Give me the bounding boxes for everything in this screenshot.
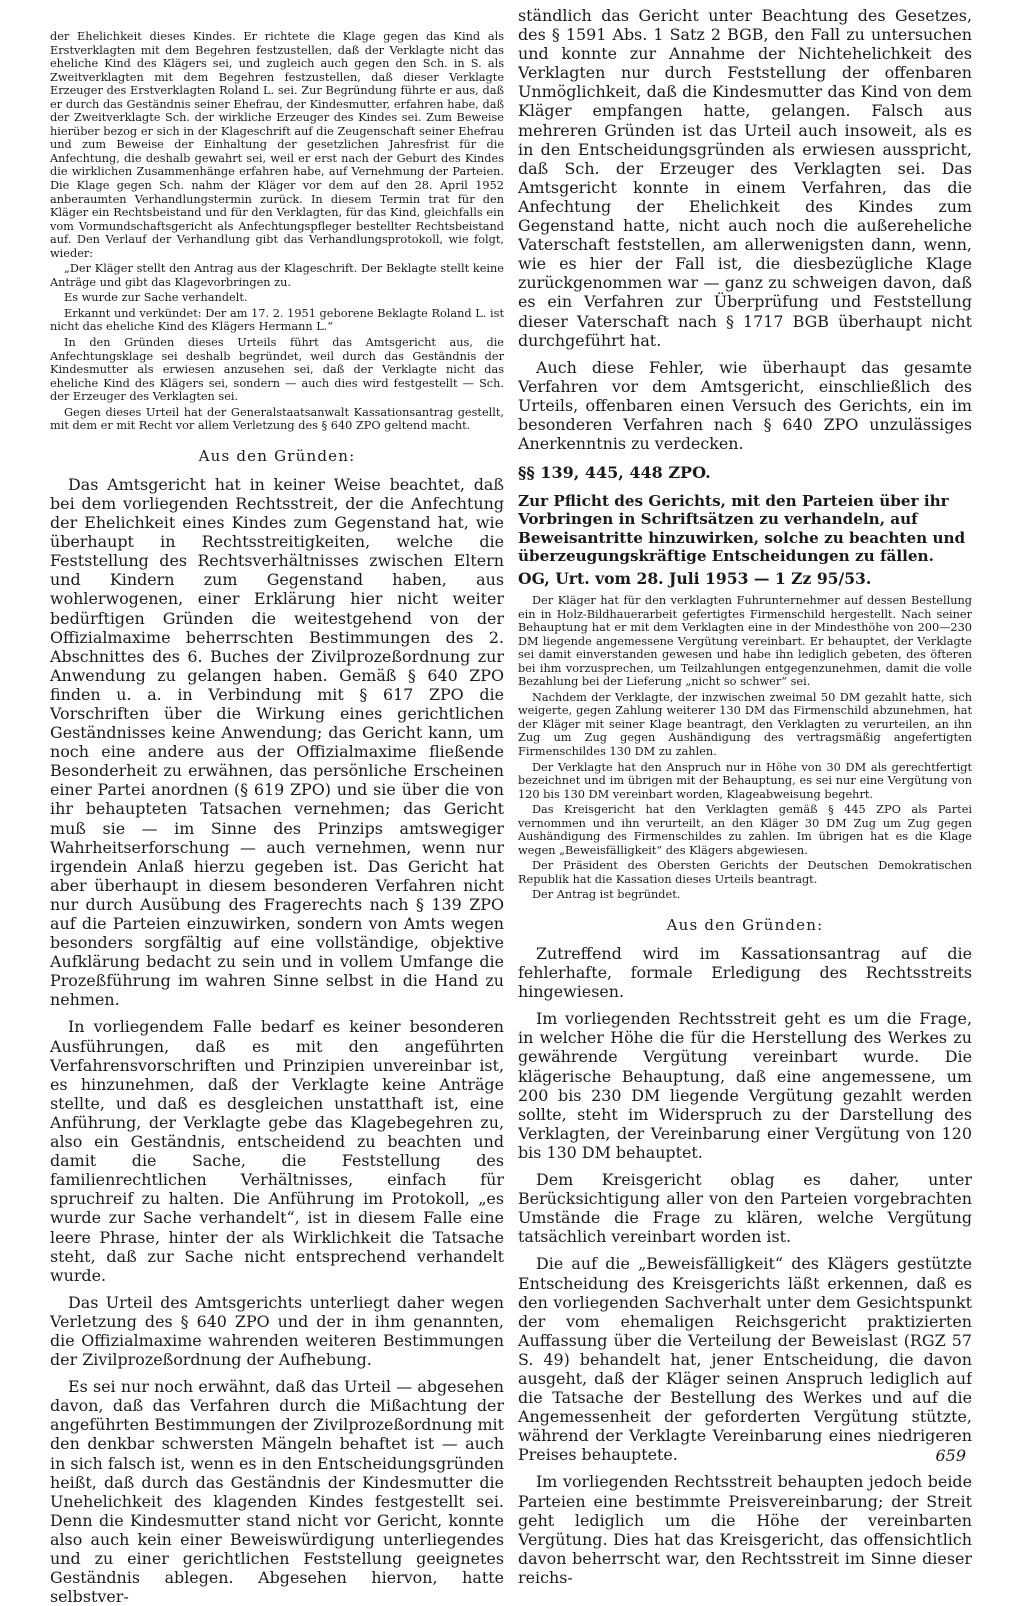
body-paragraph: Dem Kreisgericht oblag es daher, unter Berücksichtigung aller von den Parteien vorgebrachten Umstände die Frage zu klären, welche Vergütung tatsächlich vereinbart worden ist.	[518, 1170, 972, 1247]
protocol-quote: Es wurde zur Sache verhandelt.	[64, 291, 248, 305]
body-paragraph: Das Urteil des Amtsgerichts unterliegt daher wegen Verletzung des § 640 ZPO und der in ihm genannten, die Offizialmaxime wahrenden weiteren Bestimmungen der Zivilprozeßordnung der Aufhebung.	[50, 1292, 504, 1370]
reasons-right	[518, 944, 972, 1587]
facts-paragraph: Der Präsident des Obersten Gerichts der Deutschen Demokratischen Republik hat die Kassation dieses Urteils beantragt.	[518, 859, 972, 886]
court-citation: OG, Urt. vom 28. Juli 1953 — 1 Zz 95/53.	[518, 568, 872, 588]
facts-paragraph: Der Verklagte hat den Anspruch nur in Höhe von 30 DM als gerechtfertigt bezeichnet und im übrigen mit der Behauptung, es sei nur eine Vergütung von 120 bis 130 DM vereinbart worden, Klageabweisung begehrt.	[518, 760, 972, 801]
section-heading: Aus den Gründen:	[198, 446, 356, 465]
statute-reference: §§ 139, 445, 448 ZPO.	[518, 463, 711, 483]
body-paragraph: Es sei nur noch erwähnt, daß das Urteil — abgesehen davon, daß das Verfahren durch die Mißachtung der angeführten Bestimmungen der Zivilprozeßordnung mit den denkbar schwersten Mängeln behaftet ist — auch in sich falsch ist, wenn es in den Entscheidungsgründen heißt, daß durch das Geständnis der Kindesmutter die Unehelichkeit des klagenden Kindes festgestellt sei. Denn die Kindesmutter stand nicht vor Gericht, konnte also auch kein einer Beweiswürdigung unterliegendes und zu einer gerichtlichen Feststellung geeignetes Geständnis ablegen. Abgesehen hiervon, hatte selbstver-	[50, 1377, 504, 1606]
body-paragraph: Im vorliegenden Rechtsstreit geht es um die Frage, in welcher Höhe die für die Herstellung des Werkes zu gewährende Vergütung vereinbart wurde. Die klägerische Behauptung, daß eine angemessene, um 200 bis 230 DM liegende Vergütung gezahlt werden sollte, steht im Widerspruch zu der Darstellung des Verklagten, der Vereinbarung einer Vergütung von 120 bis 130 DM behauptet.	[518, 1009, 972, 1162]
page-number: 659	[935, 1446, 966, 1465]
reasons-left	[50, 475, 504, 1606]
protocol-quote: Erkannt und verkündet: Der am 17. 2. 1951 geborene Beklagte Roland L. ist nicht das eheliche Kind des Klägers Hermann L.“	[50, 306, 504, 334]
facts-paragraph: Gegen dieses Urteil hat der Generalstaatsanwalt Kassationsantrag gestellt, mit dem er mit Recht vor allem Verletzung des § 640 ZPO geltend macht.	[50, 405, 504, 433]
body-paragraph: Im vorliegenden Rechtsstreit behaupten jedoch beide Parteien eine bestimmte Preisvereinbarung; der Streit geht lediglich um die Höhe der vereinbarten Vergütung. Dies hat das Kreisgericht, das offensichtlich davon beherrscht war, den Rechtsstreit im Sinne dieser reichs-	[518, 1472, 972, 1587]
body-paragraph: In vorliegendem Falle bedarf es keiner besonderen Ausführungen, daß es mit den angeführten Verfahrensvorschriften und Prinzipien unvereinbar ist, es hinzunehmen, daß der Verklagte keine Anträge stellte, und daß es desgleichen unstatthaft ist, eine Anführung, der Verklagte gebe das Klagebegehren zu, also ein Geständnis, entscheidend zu beachten und damit die Sache, die Feststellung des familienrechtlichen Verhältnisses, einfach für spruchreif zu halten. Die Anführung im Protokoll, „es wurde zur Sache verhandelt“, ist in diesem Falle eine leere Phrase, hinter der als Wirklichkeit die Tatsache steht, daß zur Sache nicht entsprechend verhandelt wurde.	[50, 1017, 504, 1285]
case-facts-right	[518, 594, 972, 902]
case-facts-left	[50, 30, 504, 433]
facts-paragraph: Nachdem der Verklagte, der inzwischen zweimal 50 DM gezahlt hatte, sich weigerte, gegen Zahlung weiterer 130 DM das Firmenschild abzunehmen, hat der Kläger mit seiner Klage beantragt, den Verklagten zu verurteilen, an ihn Zug um Zug gegen Aushändigung des vertragsmäßig angefertigten Firmenschildes 130 DM zu zahlen.	[518, 690, 972, 758]
body-paragraph: Auch diese Fehler, wie überhaupt das gesamte Verfahren vor dem Amtsgericht, einschließlich des Urteils, offenbaren einen Versuch des Gerichts, ein im besonderen Verfahren nach § 640 ZPO unzulässiges Anerkenntnis zu verdecken.	[518, 357, 972, 454]
protocol-quote: „Der Kläger stellt den Antrag aus der Klageschrift. Der Beklagte stellt keine Anträge und gibt das Klagevorbringen zu.	[50, 262, 504, 289]
body-paragraph: ständlich das Gericht unter Beachtung des Gesetzes, des § 1591 Abs. 1 Satz 2 BGB, den Fall zu untersuchen und konnte zur Annahme der Nichtehelichkeit des Verklagten nur durch Feststellung der offenbaren Unmöglichkeit, daß die Kindesmutter das Kind von dem Kläger empfangen hatte, gelangen. Falsch aus mehreren Gründen ist das Urteil auch insoweit, als es in den Entscheidungsgründen als erwiesen ausspricht, daß Sch. der Erzeuger des Verklagten sei. Das Amtsgericht konnte in einem Verfahren, das die Anfechtung der Ehelichkeit des Kindes zum Gegenstand hatte, nicht auch noch die außereheliche Vaterschaft feststellen, am allerwenigsten dann, wenn, wie es hier der Fall ist, die diesbezügliche Klage zurückgenommen war — ganz zu schweigen davon, daß es ein Verfahren zur Überprüfung und Feststellung dieser Vaterschaft nach § 1717 BGB überhaupt nicht durchgeführt hat.	[518, 6, 972, 350]
facts-paragraph: der Ehelichkeit dieses Kindes. Er richtete die Klage gegen das Kind als Erstverklagten mit dem Begehren festzustellen, daß der Verklagte nicht das eheliche Kind des Klägers sei, und zugleich auch gegen den Sch. in S. als Zweitverklagten mit dem Begehren festzustellen, daß dieser Verklagte Erzeuger des Erstverklagten Roland L. sei. Zur Begründung führte er aus, daß er durch das Geständnis seiner Ehefrau, der Kindesmutter, erfahren habe, daß der Zweitverklagte Sch. der wirkliche Erzeuger des Kindes sei. Zum Beweise hierüber bezog er sich in der Klageschrift auf die Zeugenschaft seiner Ehefrau und zum Beweise der Einhaltung der gesetzlichen Jahresfrist für die Anfechtung, die deshalb gewahrt sei, weil er erst nach der Geburt des Kindes die wirklichen Zusammenhänge erfahren habe, auf Vernehmung der Parteien. Die Klage gegen Sch. nahm der Kläger vor dem auf den 28. April 1952 anberaumten Verhandlungstermin zurück. In diesem Termin trat für den Kläger ein Rechtsbeistand und für den Verklagten, für das Kind, gleichfalls ein vom Vormundschaftsgericht als Anfechtungspfleger bestellter Rechtsbeistand auf. Den Verlauf der Verhandlung gibt das Verhandlungsprotokoll, wie folgt, wieder:	[50, 30, 504, 260]
section-heading: Aus den Gründen:	[666, 916, 824, 934]
right-column	[518, 6, 972, 1587]
body-paragraph: Die auf die „Beweisfälligkeit“ des Klägers gestützte Entscheidung des Kreisgerichts läßt erkennen, daß es den vorliegenden Sachverhalt unter dem Gesichtspunkt der vom ehemaligen Reichsgericht praktizierten Auffassung über die Verteilung der Beweislast (RGZ 57 S. 49) behandelt hat, jener Entscheidung, die davon ausgeht, daß der Kläger seinen Anspruch lediglich auf die Tatsache der Bestellung des Werkes und auf die Angemessenheit der geforderten Vergütung stützte, während der Verklagte Vereinbarung eines niedrigeren Preises behauptete.	[518, 1254, 972, 1465]
case-title: Zur Pflicht des Gerichts, mit den Parteien über ihr Vorbringen in Schriftsätzen zu verhandeln, auf Beweisantritte hinzuwirken, solche zu beachten und überzeugungskräftige Entscheidungen zu fällen.	[518, 492, 966, 565]
body-paragraph: Das Amtsgericht hat in keiner Weise beachtet, daß bei dem vorliegenden Rechtsstreit, der die Anfechtung der Ehelichkeit eines Kindes zum Gegenstand hat, wie überhaupt in Rechtsstreitigkeiten, welche die Feststellung des Rechtsverhältnisses zwischen Eltern und Kindern zum Gegenstand haben, aus wohlerwogenen, einer Erklärung hier nicht weiter bedürftigen Gründen die weitestgehend von der Offizialmaxime beherrschten Bestimmungen des 2. Abschnittes des 6. Buches der Zivilprozeßordnung zur Anwendung zu gelangen haben. Gemäß § 640 ZPO finden u. a. in Verbindung mit § 617 ZPO die Vorschriften über die Wirkung eines gerichtlichen Geständnisses keine Anwendung; das Gericht kann, um noch eine andere aus der Offizialmaxime fließende Besonderheit zu erwähnen, das persönliche Erscheinen einer Partei anordnen (§ 619 ZPO) und sie über die von ihr behaupteten Tatsachen vernehmen; das Gericht muß sie — im Sinne des Prinzips amtswegiger Wahrheitserforschung — auch vernehmen, wenn nur irgendein Anlaß hierzu gegeben ist. Das Gericht hat aber überhaupt in diesem besonderen Verfahren nicht nur durch Ausübung des Fragerechts nach § 139 ZPO auf die Parteien einzuwirken, sondern von Amts wegen besonders sorgfältig auf eine vollständige, objektive Aufklärung bedacht zu sein und in vollem Umfange die Prozeßführung im wahren Sinne selbst in die Hand zu nehmen.	[50, 474, 504, 1010]
body-paragraph: Zutreffend wird im Kassationsantrag auf die fehlerhafte, formale Erledigung des Rechtsstreits hingewiesen.	[518, 944, 972, 1002]
facts-paragraph: In den Gründen dieses Urteils führt das Amtsgericht aus, die Anfechtungsklage sei deshalb begründet, weil durch das Geständnis der Kindesmutter als erwiesen anzusehen sei, daß der Verklagte nicht das eheliche Kind des Klägers sei, sondern — auch dies wird festgestellt — Sch. der Erzeuger des Verklagten sei.	[50, 336, 504, 404]
reasons-continued	[518, 6, 972, 453]
facts-paragraph: Der Antrag ist begründet.	[532, 888, 681, 902]
facts-paragraph: Der Kläger hat für den verklagten Fuhrunternehmer auf dessen Bestellung ein in Holz-Bildhauerarbeit gefertigtes Firmenschild hergestellt. Nach seiner Behauptung hat er mit dem Verklagten eine in der Mindesthöhe von 200—230 DM liegende angemessene Vergütung vereinbart. Er behauptet, der Verklagte sei damit einverstanden gewesen und habe ihn lediglich gebeten, des öfteren bei ihm vorzusprechen, um Teilzahlungen entgegenzunehmen, damit die volle Bezahlung bei der Lieferung „nicht so schwer“ sei.	[518, 593, 972, 689]
left-column	[50, 30, 504, 1606]
facts-paragraph: Das Kreisgericht hat den Verklagten gemäß § 445 ZPO als Partei vernommen und ihn verurteilt, an den Kläger 30 DM Zug um Zug gegen Aushändigung des Firmenschildes zu zahlen. Im übrigen hat es die Klage wegen „Beweisfälligkeit“ des Klägers abgewiesen.	[518, 803, 972, 857]
